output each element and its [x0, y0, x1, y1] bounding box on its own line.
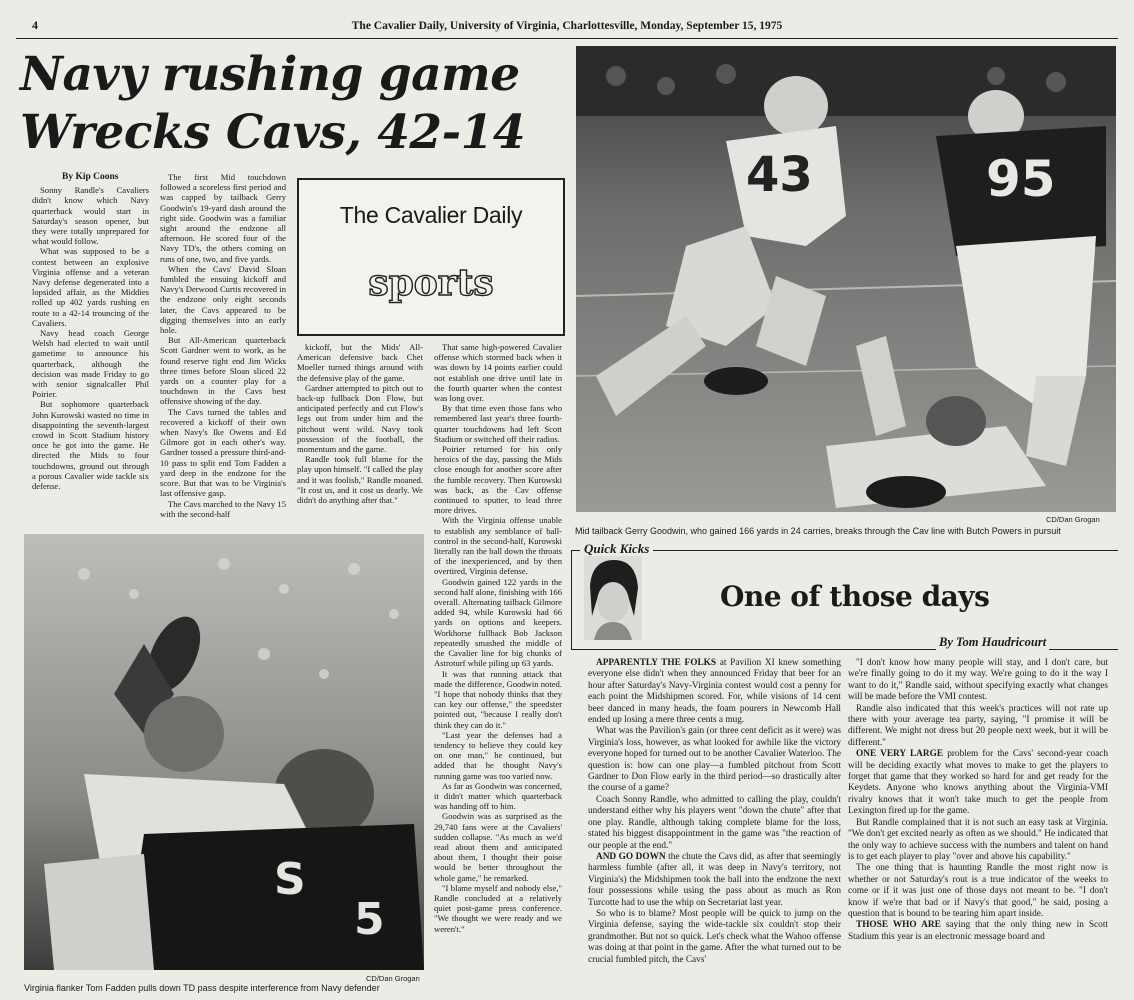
- paragraph: [588, 909, 841, 966]
- paragraph: [848, 818, 1108, 864]
- football-photo-bottom: [24, 534, 424, 970]
- column-text-left: [588, 658, 841, 1000]
- paragraph: What was supposed to be a contest between an explosive Virginia offense and a veteran Navy defense degenerated into a lopsided affair, as the Middies rolled up 402 yards rushing en route to a 42-14 trouncing of the Cavaliers.: [32, 246, 149, 328]
- paragraph-text: the chute the Cavs did, as after that seemingly harmless fumble (after all, it was deep in Navy's territory, not Virginia's) the Midshipmen took the ball into the endzone the next four possessions while using the pass about as much as Ron Turcotte had to use the whip on Secretariat last year.: [588, 851, 841, 908]
- paragraph: The first Mid touchdown followed a scoreless first period and was capped by tailback Gerry Goodwin's 19-yard dash around the right side. Goodwin was a familiar sight around the endzone all afternoon. He scored four of the Navy TD's, the others coming on runs of one, two, and five yards.: [160, 172, 286, 264]
- paragraph-text: But Randle complained that it is not such an easy task at Virginia. "We don't get excited nearly as often as we should." He indicated that the only way to achieve success with the numbers and talent on hand is to get each player to play "over and above his capability.": [848, 817, 1108, 862]
- headline: [20, 46, 580, 162]
- newspaper-name: The Cavalier Daily: [339, 202, 523, 228]
- paragraph: kickoff, but the Mids' All-American defensive back Chet Moeller turned things around with the defensive play of the game.: [297, 342, 423, 383]
- sports-section-logo: [297, 178, 565, 336]
- paragraph-text: at Pavilion XI knew something everyone else didn't when they announced Friday that beer for an hour after Saturday's Navy-Virginia contest would cost a penny for each point the Midshipmen scored. For, while visions of 14 cent beer danced in many heads, the foam pourers in Newcomb Hall ended up losing a mere three cents a mug.: [588, 658, 841, 726]
- paragraph: Randle took full blame for the play upon himself. "I called the play and it was foolish," Randle moaned. "It cost us, and it cost us dearly. We didn't do anything after that.": [297, 454, 423, 506]
- paragraph: Poirier returned for his only heroics of the day, passing the Mids close enough for another score after the fumble recovery. Then Kurowski was back, as the Cav offense continued to sputter, to lead three more drives.: [434, 444, 562, 516]
- football-photo-top: [576, 46, 1116, 512]
- paragraph: "Last year the defenses had a tendency to believe they could key on one man," he continued, but added that he thought Navy's running game was too varied now.: [434, 729, 562, 781]
- paragraph: By that time even those fans who remembered last year's three fourth-quarter touchdowns had left Scott Stadium or switched off their radios.: [434, 403, 562, 444]
- paragraph: [848, 749, 1108, 817]
- paragraph: [848, 704, 1108, 750]
- headline-line-2: Wrecks Cavs, 42-14: [20, 105, 526, 160]
- svg-text:43: 43: [746, 147, 813, 203]
- paragraph-text: "I don't know how many people will stay, and I don't care, but we're finally going to do it my way. We're going to do it the way I want to do it," Randle said, without specifying exactly what changes will be made before the VMI contest.: [848, 658, 1108, 703]
- column-title: One of those days: [720, 580, 990, 613]
- paragraph: [588, 658, 841, 726]
- paragraph-text: The one thing that is haunting Randle the most right now is whether or not Saturday's rout is a true indicator of the weeks to come or if it was just one of those days not meant to be. "I don't know if we're that bad or if Navy's that good," he said, posing a question that is bound to be tearing him apart inside.: [848, 863, 1108, 919]
- article-column-4: [434, 342, 562, 997]
- svg-text:5: 5: [354, 894, 385, 945]
- paragraph: [848, 920, 1108, 943]
- paragraph: Goodwin was as surprised as the 29,740 fans were at the Cavaliers' sudden collapse. "As much as we'd read about them and anticipated about them, I thought their poise would be better throughout the whole game," he remarked.: [434, 811, 562, 883]
- paragraph: "I blame myself and nobody else," Randle concluded at a relatively quiet post-game press conference. "We thought we were ready and we weren't.": [434, 882, 562, 934]
- photo-credit-bottom: CD/Dan Grogan: [366, 974, 420, 983]
- column-label: Quick Kicks: [580, 541, 653, 557]
- article-column-2: [160, 172, 286, 528]
- paragraph: The Cavs turned the tables and recovered a kickoff of their own when Navy's Ike Owens and Ed Gilmore got in each other's way. Gardner tossed a pressure third-and-10 pass to split end Tom Fadden a yard deep in the endzone for the score. But that was to be Virginia's last offensive gasp.: [160, 406, 286, 499]
- paragraph: Goodwin gained 122 yards in the second half alone, finishing with 166 overall. Alternating tailback Gilmore added 94, while Kurowski had 66 yards on options and keepers. Workhorse fullback Bob Jackson repeatedly smashed the middle of the Cavalier line for big chunks of Astroturf while piling up 63 yards.: [434, 576, 562, 669]
- paragraph-text: So who is to blame? Most people will be quick to jump on the Virginia defense, saying the wide-tackle six couldn't stop their grandmother. But not so quick. Let's check what the Wahoo offense was doing at that point in the game. After the what turned out to be crucial fumbled pitch, the Cavs': [588, 908, 841, 965]
- paragraph-lead: ONE VERY LARGE: [856, 749, 944, 760]
- running-head: The Cavalier Daily, University of Virginia, Charlottesville, Monday, September 15, 1975: [351, 20, 783, 32]
- paragraph-lead: THOSE WHO ARE: [856, 920, 941, 931]
- paragraph: [848, 863, 1108, 920]
- paragraph: Sonny Randle's Cavaliers didn't know which Navy quarterback would start in Saturday's season opener, but they were totally unprepared for what would follow.: [32, 185, 149, 247]
- paragraph: [848, 658, 1108, 704]
- paragraph-lead: AND GO DOWN: [596, 851, 666, 862]
- paragraph-text: problem for the Cavs' second-year coach will be deciding exactly what moves to make to get the players to forget that game that they worked so hard for and get ready for the Keydets. Anyone who knows anything about the Virginia-VMI rivalry knows that it won't take much to get the people from Lexington fired up for the game.: [848, 749, 1108, 817]
- photo-caption-top: Mid tailback Gerry Goodwin, who gained 166 yards in 24 carries, breaks through the Cav line with Butch Powers in pursuit: [575, 526, 1061, 536]
- paragraph: When the Cavs' David Sloan fumbled the ensuing kickoff and Navy's Derwood Curtis recovered in the endzone only eight seconds later, the Cavs appeared to be digging themselves into an early hole.: [160, 263, 286, 336]
- paragraph: As far as Goodwin was concerned, it didn't matter which quarterback was handing off to him.: [434, 780, 562, 812]
- photo-caption-bottom: Virginia flanker Tom Fadden pulls down TD pass despite interference from Navy defender: [24, 983, 380, 993]
- column-byline: By Tom Haudricourt: [936, 635, 1049, 650]
- article-column-1: [32, 172, 149, 528]
- paragraph-text: Randle also indicated that this week's practices will not rate up there with your average tea party, saying, "I promise it will be different. We might not dress but 20 people next week, but it will be different.": [848, 703, 1108, 748]
- headline-line-1: Navy rushing game: [20, 47, 520, 102]
- paragraph: With the Virginia offense unable to establish any semblance of ball-control in the second-half, Kurowski literally ran the ball down the throats of the inexperienced, and by then overtired, Virginia defense.: [434, 515, 562, 577]
- article-column-3: [297, 342, 423, 528]
- paragraph-text: saying that the only thing new in Scott Stadium this year is an electronic message board and: [848, 920, 1108, 942]
- photo-credit-top: CD/Dan Grogan: [1046, 515, 1100, 524]
- column-text-right: [848, 658, 1108, 1000]
- paragraph: Navy head coach George Welsh had elected to wait until gametime to announce his quarterback, although the decision was made Friday to go with senior signalcaller Phil Poirier.: [32, 328, 149, 400]
- svg-text:95: 95: [986, 150, 1056, 208]
- top-rule: [16, 38, 1118, 39]
- article-byline: By Kip Coons: [62, 172, 119, 182]
- paragraph: Gardner attempted to pitch out to back-up fullback Don Flow, but anticipated perfectly and cut Flow's legs out from under him and the pitchout went wild. Navy took possession of the football, the momentum and the game.: [297, 382, 423, 455]
- paragraph: The Cavs marched to the Navy 15 with the second-half: [160, 498, 286, 519]
- paragraph: [588, 795, 841, 852]
- sports-label: sports: [368, 262, 494, 304]
- paragraph: But sophomore quarterback John Kurowski wasted no time in disappointing the seventh-largest crowd in Scott Stadium history once he got into the game. He directed the Mids to four touchdowns, ground out through a porous Cavalier wide tackle six defense.: [32, 399, 149, 492]
- paragraph: That same high-powered Cavalier offense which stormed back when it was down by 14 points earlier could not establish one drive until late in the fourth quarter when the contest was long over.: [434, 342, 562, 404]
- page-number: 4: [32, 18, 38, 32]
- paragraph: [588, 726, 841, 794]
- paragraph-lead: APPARENTLY THE FOLKS: [596, 658, 717, 668]
- paragraph: [588, 852, 841, 909]
- svg-text:S: S: [274, 854, 306, 905]
- columnist-photo: [584, 556, 642, 640]
- paragraph-text: What was the Pavilion's gain (or three cent deficit as it were) was Virginia's loss, however, as what looked for awhile like the victory everyone hoped for turned out to be another Cavalier Waterloo. The question is: how can one play—a fumbled pitchout from Scott Gardner to Don Flow early in the third period—so drastically alter the course of a game?: [588, 726, 841, 794]
- paragraph: But All-American quarterback Scott Gardner went to work, as he found reserve tight end Jim Wicks three times before Sloan sliced 22 yards on a counter play for a touchdown in the Cavs best offensive showing of the day.: [160, 335, 286, 407]
- paragraph: It was that running attack that made the difference, Goodwin noted. "I hope that nobody thinks that they can key our offense," the speedster pointed out, "because I really don't think they can do it.": [434, 668, 562, 730]
- paragraph-text: Coach Sonny Randle, who admitted to calling the play, couldn't understand either why his players went "down the chute" after that one play. Randle, although taking complete blame for the loss, stated his biggest disappointment in the game was "the reaction of our people at the end.": [588, 794, 841, 851]
